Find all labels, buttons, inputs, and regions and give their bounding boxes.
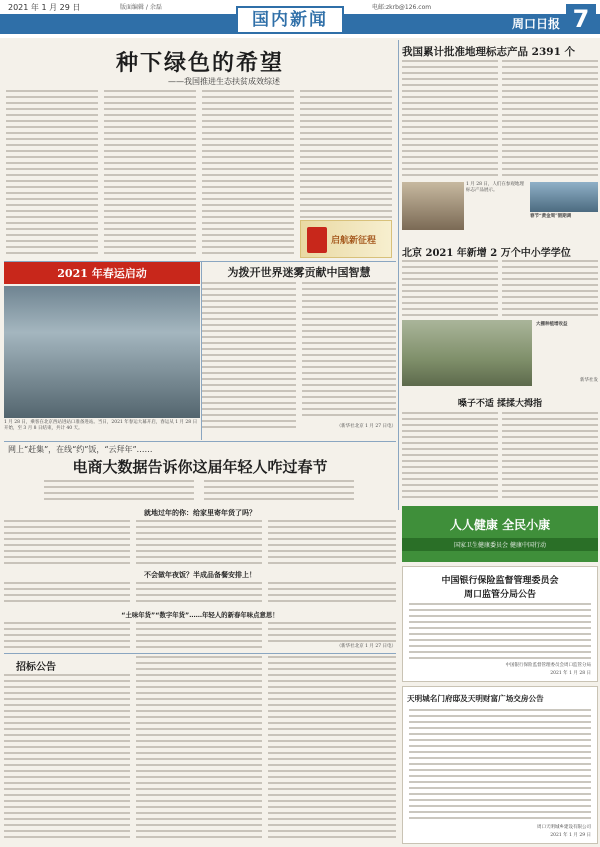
lead-story-column-2	[104, 90, 196, 258]
handover-notice-issuer: 周口天明城乡建设有限公司	[537, 825, 591, 830]
geo-indication-story	[402, 40, 598, 240]
lead-story	[4, 40, 396, 262]
divider-under-lead	[4, 261, 396, 262]
page-editor: 版面编辑 / 余磊	[120, 4, 162, 11]
lead-story-subtitle: ——我国推进生态扶贫成效综述	[168, 77, 280, 86]
poverty-wisdom-column-2	[302, 282, 396, 420]
spring-travel-caption: 1 月 28 日，乘客在北京西站进站口准备进站。当日，2021 年春运大幕开启，春运从 1 月 28 日开始，至 3 月 8 日结束，共计 40 天。	[4, 420, 198, 431]
section-title: 国内新闻	[236, 6, 344, 34]
holiday-photo	[530, 182, 598, 212]
bid-notice	[4, 654, 396, 844]
page-number: 7	[566, 4, 596, 34]
bid-notice-title: 招标公告	[16, 662, 56, 673]
bid-notice-column-3	[268, 656, 396, 840]
ecommerce-subhead-1: 就地过年的你：给家里寄年货了吗？	[144, 509, 256, 517]
geo-indication-column-1	[402, 60, 498, 178]
issue-date: 2021 年 1 月 29 日	[8, 3, 81, 12]
ecommerce-col-3a	[268, 520, 396, 566]
geo-indication-photo	[402, 182, 464, 230]
campaign-emblem-icon	[307, 227, 327, 253]
greenhouse-credit: 新华社发	[580, 378, 598, 383]
geo-indication-title: 我国累计批准地理标志产品 2391 个	[402, 46, 576, 58]
ecommerce-col-2c	[136, 622, 262, 650]
lead-story-column-3	[202, 90, 294, 258]
campaign-slogan: 启航新征程	[331, 236, 377, 246]
divider-under-travel	[4, 441, 396, 442]
greenhouse-photo	[402, 320, 532, 386]
greenhouse-caption: 大棚种植增收益	[536, 322, 568, 327]
ecommerce-subhead-3: “土味年货”“数字年货”……年轻人的新春年味点意思！	[121, 611, 279, 619]
ecommerce-lede-2	[204, 480, 354, 504]
ecommerce-col-2a	[136, 520, 262, 566]
beijing-schools-title: 北京 2021 年新增 2 万个中小学学位	[402, 248, 571, 259]
lead-story-title: 种下绿色的希望	[115, 50, 284, 76]
poverty-wisdom-story	[202, 262, 396, 440]
insurance-notice-title-1: 中国银行保险监督管理委员会	[441, 576, 559, 586]
geo-indication-column-2	[502, 60, 598, 178]
health-corner-title: 嗓子不适 揉揉大拇指	[457, 399, 543, 409]
contact-email: 电邮:zkrb@126.com	[372, 4, 432, 11]
property-handover-notice	[402, 686, 598, 844]
spring-travel-title: 2021 年春运启动	[57, 267, 147, 280]
geo-indication-caption: 1 月 28 日，人们在参观地理标志产品展示。	[466, 182, 524, 193]
poverty-wisdom-title: 为拨开世界迷雾贡献中国智慧	[227, 266, 371, 279]
beijing-schools-column-1	[402, 260, 498, 316]
page-masthead	[0, 0, 600, 38]
ecommerce-col-1a	[4, 520, 130, 566]
ecommerce-col-1b	[4, 582, 130, 606]
bid-notice-column-2	[136, 656, 262, 840]
ecommerce-col-2b	[136, 582, 262, 606]
poverty-wisdom-column-1	[202, 282, 296, 432]
handover-notice-title: 天明城名门府邸及天明财富广场交房公告	[407, 694, 544, 703]
divider-travel-wisdom	[201, 262, 202, 440]
health-corner-column-1	[402, 412, 498, 500]
holiday-badge: 春节“黄金周”假期调	[530, 214, 572, 219]
insurance-notice	[402, 566, 598, 682]
ecommerce-col-3b	[268, 582, 396, 606]
handover-notice-body	[409, 709, 591, 821]
lead-story-column-1	[6, 90, 98, 258]
ecommerce-lede-1	[44, 480, 194, 504]
insurance-notice-title-2: 周口监管分局公告	[463, 590, 536, 600]
spring-travel-photo	[4, 286, 200, 418]
lead-story-column-4	[300, 90, 392, 218]
spring-travel-title-bar	[4, 262, 200, 284]
insurance-notice-body	[409, 603, 591, 659]
campaign-banner	[300, 220, 392, 258]
bid-notice-column-1	[4, 674, 130, 840]
poverty-wisdom-byline: （新华社北京 1 月 27 日电）	[336, 424, 396, 429]
service-ad-title: 人人健康 全民小康	[449, 518, 551, 532]
column-divider	[398, 40, 399, 510]
paper-name: 周口日报	[512, 17, 561, 31]
ecommerce-story	[4, 442, 396, 652]
beijing-schools-story	[402, 242, 598, 392]
service-ad-subtitle: 国家卫生健康委员会 健康中国行动	[402, 538, 598, 551]
ecommerce-title: 电商大数据告诉你这届年轻人咋过春节	[72, 458, 328, 476]
ecommerce-kicker: 网上“赶集”，在线“约”饭，“云拜年”……	[8, 445, 153, 454]
ecommerce-col-3c	[268, 622, 396, 642]
ecommerce-col-1c	[4, 622, 130, 650]
ecommerce-byline: （新华社北京 1 月 27 日电）	[336, 644, 396, 649]
health-service-ad	[402, 506, 598, 562]
ecommerce-subhead-2: 不会做年夜饭？半成品备餐安排上！	[144, 571, 256, 579]
insurance-notice-issuer: 中国银行保险监督管理委员会周口监管分局	[505, 663, 591, 668]
beijing-schools-column-2	[502, 260, 598, 316]
health-corner-column-2	[502, 412, 598, 500]
divider-under-ecommerce	[4, 653, 396, 654]
insurance-notice-date: 2021 年 1 月 28 日	[550, 671, 591, 676]
spring-travel-story	[4, 262, 200, 440]
health-corner-story	[402, 394, 598, 504]
handover-notice-date: 2021 年 1 月 29 日	[550, 833, 591, 838]
